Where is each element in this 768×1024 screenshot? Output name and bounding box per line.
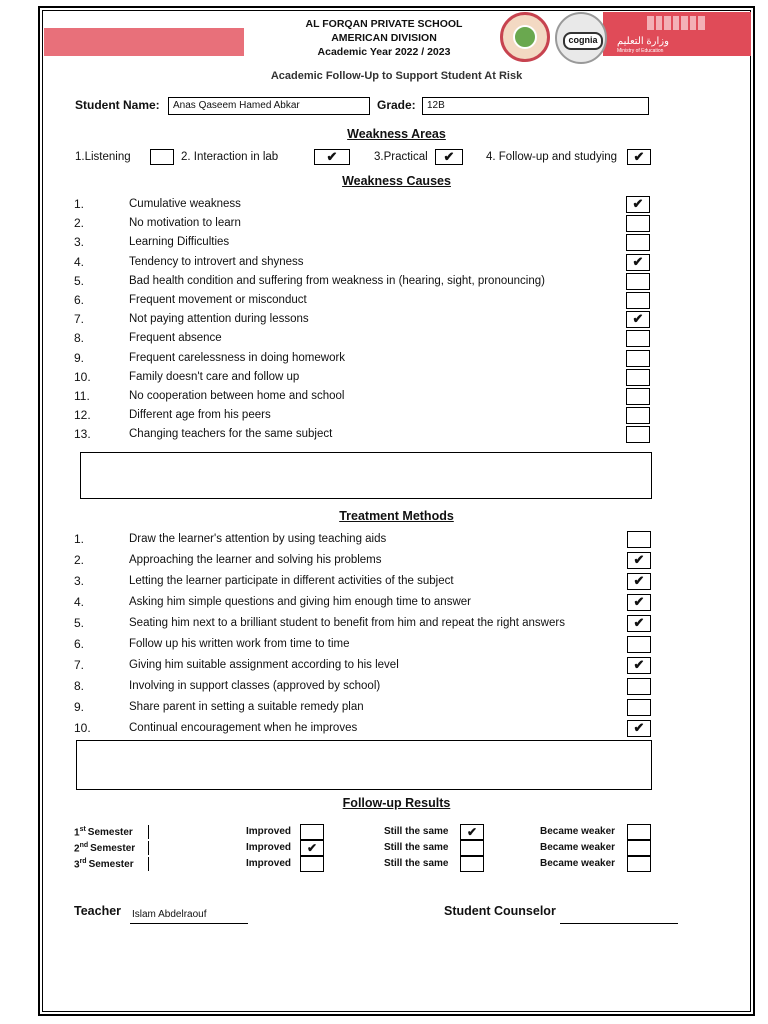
- treatment-notes-box[interactable]: [76, 740, 652, 790]
- treatment_methods-number: 1.: [74, 532, 85, 546]
- weakness_causes-checkbox[interactable]: [626, 426, 650, 443]
- same-label: Still the same: [384, 826, 449, 837]
- school-seal-icon: [500, 12, 550, 62]
- treatment_methods-number: 10.: [74, 721, 91, 735]
- improved-label: Improved: [246, 858, 292, 869]
- weakness_causes-text: No cooperation between home and school: [129, 390, 345, 402]
- weakness_causes-number: 7.: [74, 312, 85, 327]
- treatment_methods-text: Involving in support classes (approved by school): [129, 680, 381, 692]
- weakness_causes-checkbox[interactable]: ✔: [626, 196, 650, 213]
- weaker-label: Became weaker: [540, 826, 616, 837]
- area-interaction-checkbox[interactable]: ✔: [314, 149, 350, 165]
- weakness_causes-number: 12.: [74, 408, 91, 423]
- treatment_methods-number: 8.: [74, 679, 85, 693]
- weakness_causes-number: 11.: [74, 389, 90, 403]
- area-practical-label: 3.Practical: [374, 151, 428, 163]
- weakness_causes-checkbox[interactable]: ✔: [626, 254, 650, 271]
- weakness_causes-text: No motivation to learn: [129, 217, 241, 230]
- same-label: Still the same: [384, 858, 449, 869]
- semester-ordinal: rd: [79, 858, 87, 865]
- treatment_methods-number: 7.: [74, 658, 85, 672]
- weakness_causes-text: Frequent carelessness in doing homework: [129, 351, 346, 364]
- same-checkbox[interactable]: [460, 840, 484, 856]
- semester-number: 1: [74, 827, 80, 839]
- treatment_methods-number: 2.: [74, 553, 85, 567]
- same-label: Still the same: [384, 842, 449, 853]
- school-name: AL FORQAN PRIVATE SCHOOL: [305, 18, 463, 30]
- improved-label: Improved: [246, 826, 292, 837]
- treatment_methods-number: 9.: [74, 700, 85, 714]
- causes-notes-box[interactable]: [80, 452, 652, 499]
- weakness_causes-number: 2.: [74, 216, 85, 231]
- treatment_methods-text: Seating him next to a brilliant student to benefit from him and repeat the right answers: [129, 617, 565, 629]
- improved-checkbox[interactable]: ✔: [300, 840, 324, 856]
- semester-label: [74, 842, 135, 854]
- student-name-field[interactable]: Anas Qaseem Hamed Abkar: [168, 97, 370, 115]
- same-checkbox[interactable]: ✔: [460, 824, 484, 840]
- ministry-dots-icon: [647, 16, 705, 30]
- treatment_methods-checkbox[interactable]: ✔: [627, 615, 651, 632]
- weakness_causes-number: 6.: [74, 293, 85, 307]
- student-name-label: Student Name:: [75, 98, 160, 112]
- weakness_causes-text: Cumulative weakness: [129, 198, 241, 210]
- treatment_methods-number: 3.: [74, 574, 85, 588]
- weakness_causes-number: 3.: [74, 235, 85, 250]
- weaker-checkbox[interactable]: [627, 856, 651, 872]
- semester-ordinal: nd: [79, 842, 89, 849]
- area-listening-label: 1.Listening: [75, 151, 131, 163]
- improved-checkbox[interactable]: [300, 856, 324, 872]
- semester-text: Semester: [87, 827, 133, 839]
- weakness_causes-number: 4.: [74, 254, 85, 269]
- ministry-arabic-name: وزارة التعليم: [617, 36, 669, 47]
- academic-year: Academic Year 2022 / 2023: [317, 46, 451, 58]
- cognia-logo: cognia: [563, 32, 603, 50]
- weaker-checkbox[interactable]: [627, 824, 651, 840]
- weakness_causes-text: Frequent movement or misconduct: [129, 294, 307, 306]
- treatment_methods-text: Asking him simple questions and giving him enough time to answer: [129, 596, 471, 608]
- weakness_causes-text: Learning Difficulties: [129, 236, 230, 249]
- weaker-label: Became weaker: [540, 858, 616, 869]
- weaker-checkbox[interactable]: [627, 840, 651, 856]
- semester-text: Semester: [90, 843, 136, 855]
- weakness_causes-checkbox[interactable]: [626, 215, 650, 232]
- teacher-signature-field[interactable]: Islam Abdelraouf: [130, 906, 248, 924]
- semester-ordinal: st: [79, 826, 86, 833]
- weakness_causes-text: Bad health condition and suffering from weakness in (hearing, sight, pronouncing): [129, 274, 545, 287]
- weakness_causes-text: Tendency to introvert and shyness: [129, 255, 304, 268]
- weakness_causes-number: 10.: [74, 369, 91, 384]
- treatment_methods-checkbox[interactable]: [627, 531, 651, 548]
- weakness_causes-number: 1.: [74, 197, 85, 211]
- counselor-signature-field[interactable]: [560, 906, 678, 924]
- area-followup-label: 4. Follow-up and studying: [486, 151, 618, 163]
- weakness-areas-title: Weakness Areas: [347, 127, 446, 141]
- treatment_methods-checkbox[interactable]: [627, 699, 651, 716]
- weakness_causes-text: Family doesn't care and follow up: [129, 370, 300, 383]
- weakness_causes-checkbox[interactable]: [626, 234, 650, 251]
- treatment_methods-checkbox[interactable]: [627, 636, 651, 653]
- weakness_causes-text: Not paying attention during lessons: [129, 313, 309, 326]
- header-red-bar-left: [44, 28, 244, 56]
- treatment-methods-title: Treatment Methods: [339, 509, 454, 523]
- weakness_causes-number: 8.: [74, 331, 85, 346]
- teacher-label: Teacher: [74, 904, 122, 918]
- semester-number: 2: [74, 843, 80, 855]
- treatment_methods-text: Giving him suitable assignment according to his level: [129, 659, 399, 671]
- weakness_causes-number: 9.: [74, 350, 85, 365]
- treatment_methods-checkbox[interactable]: ✔: [627, 573, 651, 590]
- semester-label: [74, 826, 133, 838]
- improved-label: Improved: [246, 842, 292, 853]
- treatment_methods-checkbox[interactable]: ✔: [627, 720, 651, 737]
- treatment_methods-checkbox[interactable]: [627, 678, 651, 695]
- treatment_methods-checkbox[interactable]: ✔: [627, 657, 651, 674]
- area-interaction-label: 2. Interaction in lab: [181, 151, 279, 163]
- weakness-causes-title: Weakness Causes: [342, 174, 451, 188]
- improved-checkbox[interactable]: [300, 824, 324, 840]
- weakness_causes-checkbox[interactable]: [626, 350, 650, 367]
- treatment_methods-number: 5.: [74, 616, 85, 630]
- semester-bracket: [148, 841, 152, 855]
- weaker-label: Became weaker: [540, 842, 616, 853]
- weakness_causes-checkbox[interactable]: [626, 407, 650, 424]
- treatment_methods-text: Follow up his written work from time to time: [129, 638, 350, 650]
- follow-up-title: Follow-up Results: [342, 796, 451, 810]
- semester-number: 3: [74, 859, 80, 871]
- weakness_causes-text: Different age from his peers: [129, 409, 271, 422]
- same-checkbox[interactable]: [460, 856, 484, 872]
- grade-field[interactable]: 12B: [422, 97, 649, 115]
- weakness_causes-text: Changing teachers for the same subject: [129, 428, 333, 441]
- weakness_causes-checkbox[interactable]: ✔: [626, 311, 650, 328]
- area-listening-checkbox[interactable]: [150, 149, 174, 165]
- semester-label: [74, 858, 134, 870]
- treatment_methods-checkbox[interactable]: ✔: [627, 594, 651, 611]
- weakness_causes-number: 13.: [74, 427, 91, 442]
- weakness_causes-checkbox[interactable]: [626, 388, 650, 405]
- header-red-bar-right: [603, 12, 751, 56]
- semester-text: Semester: [88, 859, 134, 871]
- treatment_methods-checkbox[interactable]: ✔: [627, 552, 651, 569]
- semester-bracket: [148, 857, 152, 871]
- weakness_causes-checkbox[interactable]: [626, 292, 650, 309]
- treatment_methods-number: 6.: [74, 637, 85, 651]
- form-title: Academic Follow-Up to Support Student At Risk: [270, 70, 523, 82]
- weakness_causes-checkbox[interactable]: [626, 273, 650, 290]
- division-name: AMERICAN DIVISION: [331, 32, 437, 44]
- ministry-english-name: Ministry of Education: [617, 48, 664, 54]
- counselor-label: Student Counselor: [444, 904, 556, 918]
- treatment_methods-text: Continual encouragement when he improves: [129, 722, 358, 734]
- weakness_causes-number: 5.: [74, 273, 85, 288]
- weakness_causes-checkbox[interactable]: [626, 330, 650, 347]
- area-practical-checkbox[interactable]: ✔: [435, 149, 463, 165]
- weakness_causes-text: Frequent absence: [129, 332, 222, 345]
- semester-bracket: [148, 825, 152, 839]
- weakness_causes-checkbox[interactable]: [626, 369, 650, 386]
- treatment_methods-text: Letting the learner participate in different activities of the subject: [129, 575, 454, 587]
- treatment_methods-text: Share parent in setting a suitable remedy plan: [129, 701, 364, 713]
- grade-label: Grade:: [377, 98, 416, 112]
- treatment_methods-number: 4.: [74, 595, 85, 609]
- treatment_methods-text: Draw the learner's attention by using teaching aids: [129, 533, 387, 545]
- area-followup-checkbox[interactable]: ✔: [627, 149, 651, 165]
- cognia-seal-icon: [555, 12, 607, 64]
- treatment_methods-text: Approaching the learner and solving his problems: [129, 554, 382, 566]
